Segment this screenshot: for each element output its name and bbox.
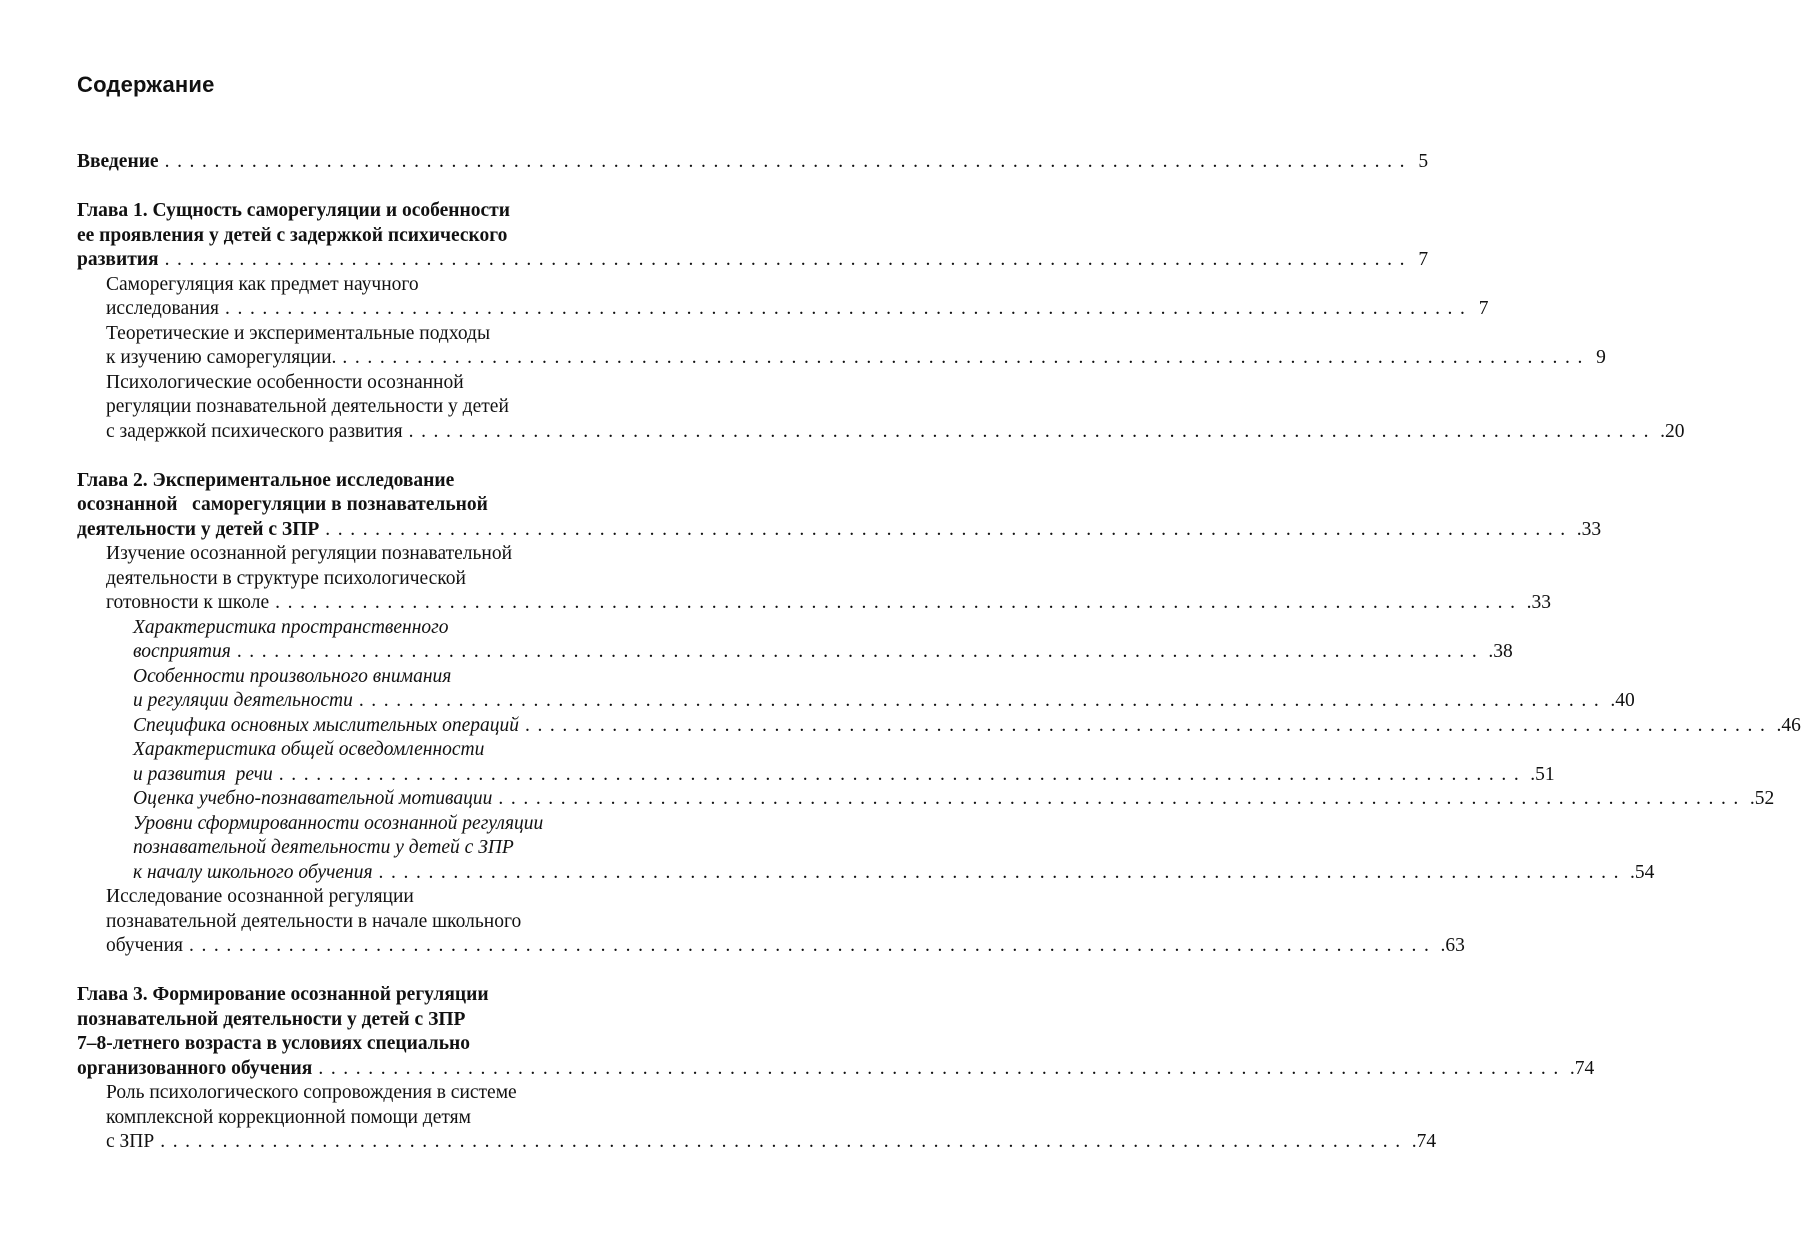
dot-leader: ....................................................................................................: [164, 249, 1413, 270]
page-number: .33: [1576, 518, 1602, 540]
page-number: .38: [1488, 641, 1513, 662]
toc-entry-subsection-2-1-4[interactable]: [133, 738, 1555, 787]
toc-entry-chapter-1[interactable]: [77, 199, 1429, 273]
toc-entry-section-2-1[interactable]: [106, 542, 1551, 616]
page-number: 9: [1596, 347, 1606, 368]
toc-entry-title-line: комплексной коррекционной помощи детям: [106, 1106, 471, 1128]
toc-entry-title-line: деятельности в структуре психологической: [106, 567, 466, 589]
toc-entry-title-line: Роль психологического сопровождения в системе: [106, 1082, 517, 1103]
toc-entry-title-line: регуляции познавательной деятельности у детей: [106, 396, 509, 417]
page-number: .40: [1610, 690, 1635, 711]
dot-leader: ....................................................................................................: [275, 592, 1523, 613]
toc-entry-title-line: Особенности произвольного внимания: [133, 665, 452, 687]
toc-entry-title-line: познавательной деятельности у детей с ЗПР: [133, 837, 514, 858]
page-title: Содержание: [77, 72, 215, 97]
dot-leader: ....................................................................................................: [342, 347, 1590, 368]
toc-entry-title-line: Характеристика общей осведомленности: [133, 739, 485, 760]
toc-entry-title-line: познавательной деятельности у детей с ЗПР: [77, 1008, 466, 1030]
dot-leader: ....................................................................................................: [325, 518, 1573, 540]
dot-leader: ....................................................................................................: [164, 151, 1413, 172]
toc-entry-title-line: готовности к школе: [106, 592, 270, 613]
toc-entry-title-line: и развития речи: [133, 763, 273, 785]
toc-entry-title-line: Уровни сформированности осознанной регуляции: [133, 812, 544, 834]
toc-entry-title-line: к началу школьного обучения: [133, 861, 373, 883]
page-number: .52: [1749, 788, 1775, 809]
toc-entry-section-1-2[interactable]: [106, 322, 1606, 371]
page-number: 5: [1418, 151, 1429, 172]
toc-entry-title-line: Психологические особенности осознанной: [106, 371, 464, 393]
toc-entry-title-line: Глава 1. Сущность саморегуляции и особенности: [77, 200, 510, 221]
toc-entry-title-line: организованного обучения: [77, 1057, 313, 1079]
toc-entry-title-line: исследования: [106, 298, 219, 319]
table-of-contents: [77, 150, 1801, 1155]
dot-leader: ....................................................................................................: [225, 298, 1473, 319]
toc-entry-title-line: восприятия: [133, 641, 231, 662]
toc-entry-title-line: Глава 2. Экспериментальное исследование: [77, 469, 455, 491]
toc-entry-subsection-2-1-5[interactable]: [133, 787, 1775, 812]
toc-entry-title: Введение: [77, 151, 159, 172]
page-number: .33: [1526, 592, 1551, 613]
toc-entry-section-1-1[interactable]: [106, 273, 1489, 322]
toc-entry-title-line: 7–8-летнего возраста в условиях специально: [77, 1033, 471, 1054]
toc-entry-title-line: Саморегуляция как предмет научного: [106, 273, 419, 295]
toc-entry-title-line: Изучение осознанной регуляции познавательной: [106, 543, 513, 564]
page-number: 7: [1418, 249, 1429, 270]
page-number: .20: [1660, 420, 1685, 442]
toc-entry-subsection-2-1-3[interactable]: [133, 714, 1801, 739]
toc-entry-title-line: обучения: [106, 935, 183, 956]
toc-entry-subsection-2-1-2[interactable]: [133, 665, 1635, 714]
toc-entry-title-line: Оценка учебно-познавательной мотивации: [133, 788, 493, 809]
toc-entry-subsection-2-1-1[interactable]: [133, 616, 1513, 665]
dot-leader: ....................................................................................................: [378, 861, 1627, 883]
toc-entry-title-line: Специфика основных мыслительных операций: [133, 714, 519, 736]
toc-entry-title-line: Теоретические и экспериментальные подходы: [106, 322, 491, 344]
toc-entry-title-line: к изучению саморегуляции.: [106, 347, 337, 368]
toc-entry-intro[interactable]: [77, 150, 1429, 175]
toc-entry-title-line: осознанной саморегуляции в познавательной: [77, 494, 488, 515]
page-number: .51: [1530, 763, 1555, 785]
toc-entry-subsection-2-1-6[interactable]: [133, 812, 1655, 886]
toc-entry-title-line: с ЗПР: [106, 1131, 155, 1152]
toc-entry-title-line: познавательной деятельности в начале школьного: [106, 910, 522, 932]
dot-leader: ....................................................................................................: [278, 763, 1527, 785]
page-number: .54: [1630, 861, 1655, 883]
dot-leader: ....................................................................................................: [236, 641, 1485, 662]
page-number: .46: [1776, 714, 1801, 736]
dot-leader: ....................................................................................................: [318, 1057, 1566, 1079]
dot-leader: ....................................................................................................: [524, 714, 1773, 736]
toc-entry-title-line: Глава 3. Формирование осознанной регуляции: [77, 984, 489, 1005]
toc-entry-chapter-3[interactable]: [77, 983, 1595, 1081]
dot-leader: ....................................................................................................: [358, 690, 1607, 711]
toc-entry-title-line: развития: [77, 249, 159, 270]
toc-entry-title-line: Исследование осознанной регуляции: [106, 886, 414, 907]
page-number: 7: [1478, 298, 1489, 319]
page-number: .63: [1440, 935, 1465, 956]
toc-entry-title-line: Характеристика пространственного: [133, 616, 449, 638]
toc-entry-title-line: с задержкой психического развития: [106, 420, 403, 442]
toc-entry-section-2-2[interactable]: [106, 885, 1465, 959]
dot-leader: ....................................................................................................: [188, 935, 1437, 956]
dot-leader: ....................................................................................................: [498, 788, 1746, 809]
dot-leader: ....................................................................................................: [160, 1131, 1408, 1152]
page-number: .74: [1569, 1057, 1595, 1079]
page-number: .74: [1411, 1131, 1437, 1152]
toc-entry-section-1-3[interactable]: [106, 371, 1685, 445]
toc-entry-title-line: деятельности у детей с ЗПР: [77, 518, 320, 540]
dot-leader: ....................................................................................................: [408, 420, 1657, 442]
toc-entry-chapter-2[interactable]: [77, 469, 1602, 543]
toc-entry-section-3-1[interactable]: [106, 1081, 1437, 1155]
toc-entry-title-line: ее проявления у детей с задержкой психического: [77, 224, 508, 246]
toc-entry-title-line: и регуляции деятельности: [133, 690, 353, 711]
